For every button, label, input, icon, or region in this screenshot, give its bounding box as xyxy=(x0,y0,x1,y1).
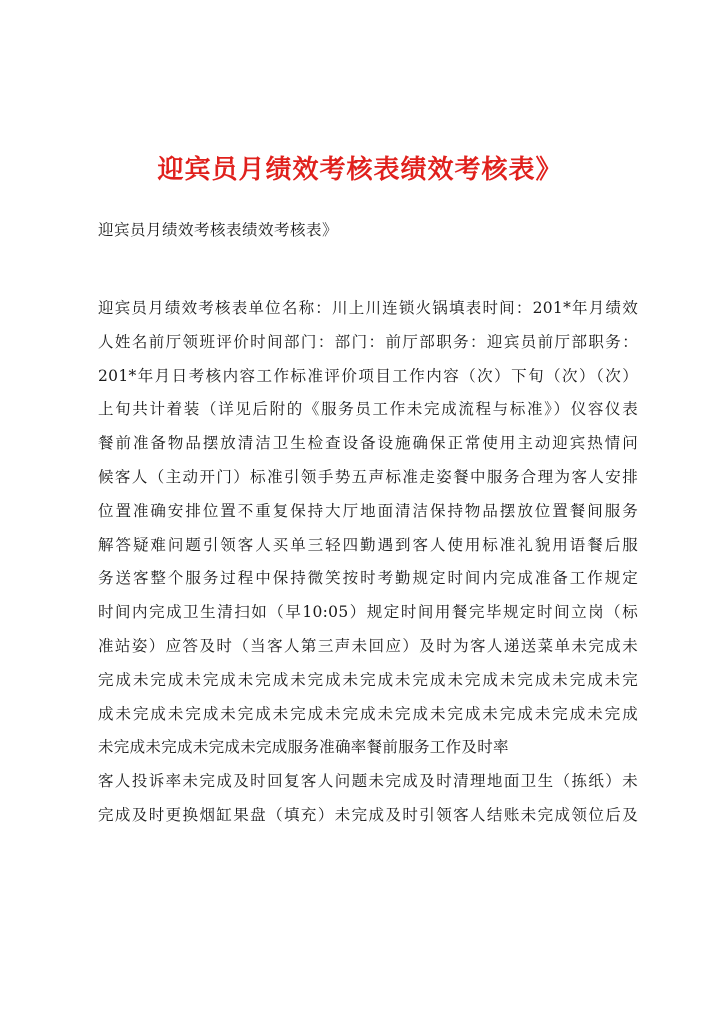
body-line: 餐前准备物品摆放清洁卫生检查设备设施确保正常使用主动迎宾热情问 xyxy=(98,434,638,453)
body-line: 完成及时更换烟缸果盘（填充）未完成及时引领客人结账未完成领位后及 xyxy=(98,805,638,824)
body-line: 人姓名前厅领班评价时间部门：部门：前厅部职务：迎宾员前厅部职务： xyxy=(98,332,638,351)
body-line: 迎宾员月绩效考核表单位名称：川上川连锁火锅填表时间：201*年月绩效 xyxy=(98,299,638,317)
document-body xyxy=(98,292,638,833)
body-line: 完成未完成未完成未完成未完成未完成未完成未完成未完成未完成未完 xyxy=(98,670,638,689)
body-line: 成未完成未完成未完成未完成未完成未完成未完成未完成未完成未完成 xyxy=(98,704,638,723)
body-line: 候客人（主动开门）标准引领手势五声标准走姿餐中服务合理为客人安排 xyxy=(98,467,638,486)
body-line: 201*年月日考核内容工作标准评价项目工作内容（次）下旬（次）（次） xyxy=(98,366,638,385)
document-subtitle: 迎宾员月绩效考核表绩效考核表》 xyxy=(98,221,339,239)
body-line: 解答疑难问题引领客人买单三轻四勤遇到客人使用标准礼貌用语餐后服 xyxy=(98,535,638,554)
body-line: 准站姿）应答及时（当客人第三声未回应）及时为客人递送菜单未完成未 xyxy=(98,636,638,655)
body-line: 客人投诉率未完成及时回复客人问题未完成及时清理地面卫生（拣纸）未 xyxy=(98,772,638,791)
body-line: 未完成未完成未完成未完成服务准确率餐前服务工作及时率 xyxy=(98,738,509,757)
body-line: 时间内完成卫生清扫如（早10:05）规定时间用餐完毕规定时间立岗（标 xyxy=(98,603,638,622)
body-line: 上旬共计着装（详见后附的《服务员工作未完成流程与标准》）仪容仪表 xyxy=(98,400,638,419)
body-line: 位置准确安排位置不重复保持大厅地面清洁保持物品摆放位置餐间服务 xyxy=(98,501,638,520)
body-line: 务送客整个服务过程中保持微笑按时考勤规定时间内完成准备工作规定 xyxy=(98,569,638,588)
document-title: 迎宾员月绩效考核表绩效考核表》 xyxy=(157,155,563,185)
